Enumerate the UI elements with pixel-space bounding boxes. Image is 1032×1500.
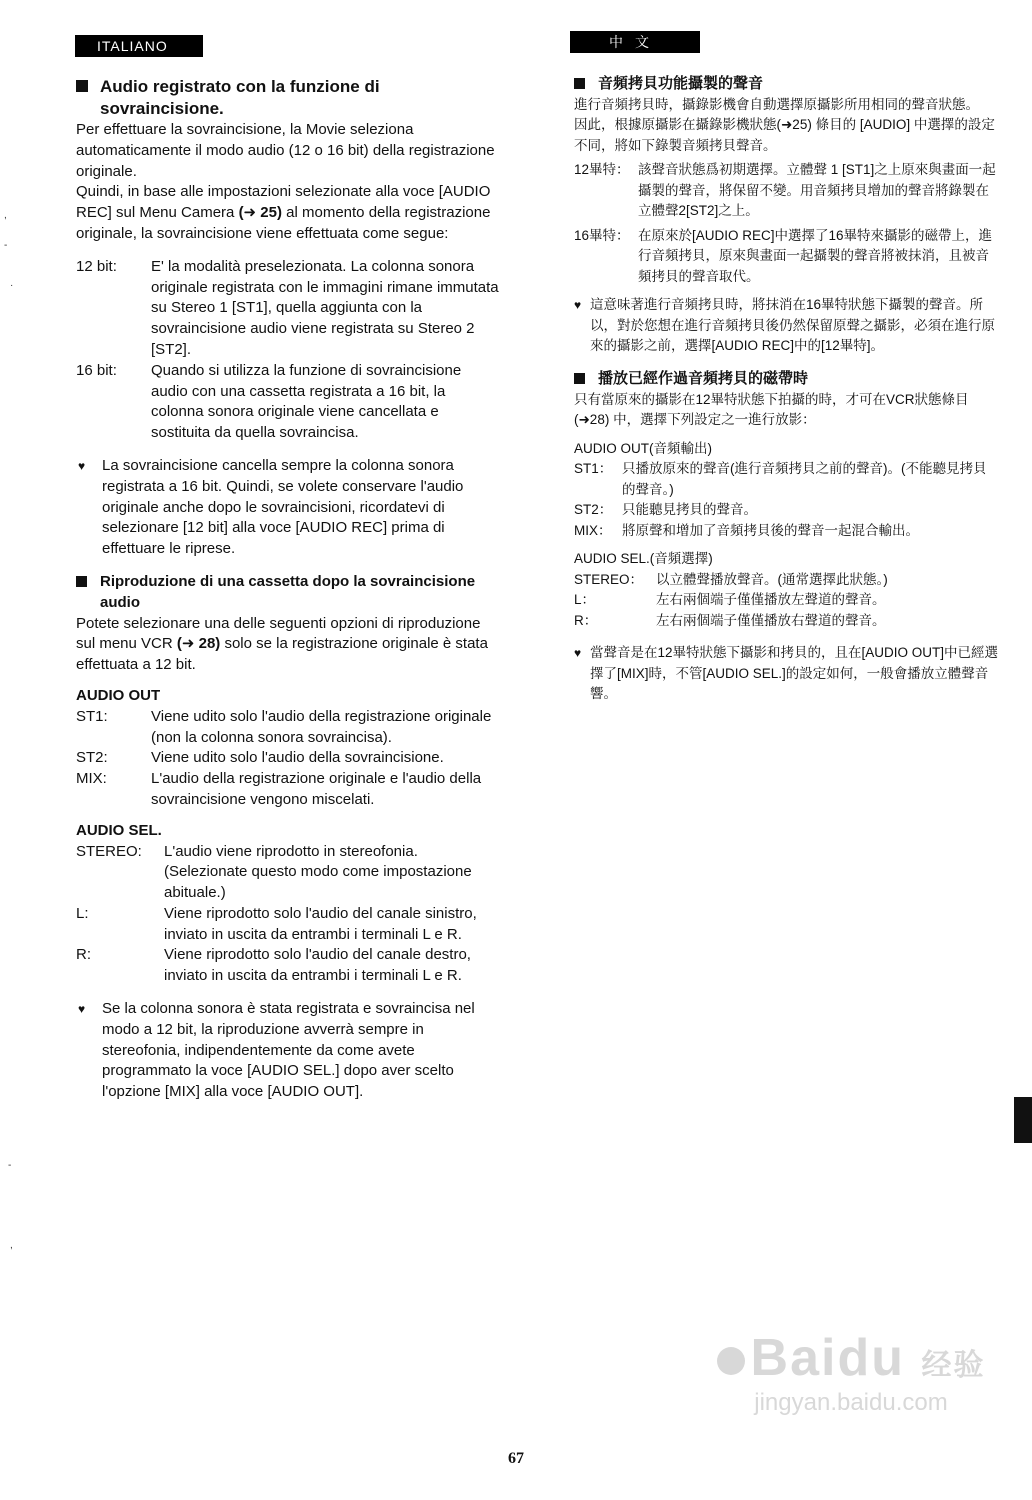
audio-out-item-cn: ST1： 只播放原來的聲音(進行音頻拷貝之前的聲音)。(不能聽見拷貝的聲音。) [574, 461, 987, 497]
square-bullet-icon [574, 78, 585, 89]
audio-sel-item: R: Viene riprodotto solo l'audio del canale destro, inviato in uscita da entrambi i terminali L e R. [76, 946, 471, 985]
page-number: 67 [508, 1450, 524, 1467]
note-cn: ♥ 這意味著進行音頻拷貝時，將抹消在16畢特狀態下攝製的聲音。所以，對於您想在進行音頻拷貝後仍然保留原聲之攝影，必須在進行原來的攝影之前，選擇[AUDIO REC]中的[12畢特]。 [574, 297, 995, 354]
scan-speck: · [10, 280, 14, 291]
intro-paragraph-cn: 只有當原來的攝影在12畢特狀態下拍攝的時，才可在VCR狀態條目(➜28) 中，選擇下列設定之一進行放影： [574, 391, 969, 428]
audio-out-item-cn: MIX： 將原聲和增加了音頻拷貝後的聲音一起混合輸出。 [574, 522, 919, 538]
bit-mode-item: 16 bit: Quando si utilizza la funzione di sovraincisione audio con una cassetta registrata a 16 bit, la colonna sonora originale viene cancellata e sostituita da quella sovraincisa. [76, 361, 462, 442]
audio-out-heading: AUDIO OUT [76, 686, 161, 704]
intro-paragraph: Potete selezionare una delle seguenti opzioni di riproduzione sul menu VCR (➜ 28) solo se la registrazione originale è stata effettuata a 12 bit. [76, 614, 488, 674]
intro-paragraph-cn: 進行音頻拷貝時，攝錄影機會自動選擇原攝影所用相同的聲音狀態。 [574, 96, 979, 112]
bit-mode-item: 12 bit: E' la modalità preselezionata. La colonna sonora originale registrata con le immagini rimane immutata su Stereo 1 [ST1], quella aggiunta con la sovraincisione audio viene registrata su Stereo 2 [ST2]. [76, 257, 499, 358]
heart-bullet-icon: ♥ [574, 298, 582, 313]
audio-sel-heading: AUDIO SEL. [76, 821, 162, 839]
audio-sel-heading-cn: AUDIO SEL.(音頻選擇) [574, 551, 713, 567]
audio-out-item: MIX: L'audio della registrazione originale e l'audio della sovraincisione vengono miscelati. [76, 770, 482, 808]
heart-bullet-icon: ♥ [574, 646, 582, 661]
heart-bullet-icon: ♥ [78, 458, 86, 473]
scan-speck: , [4, 210, 7, 221]
section-title-playback-cn: 播放已經作過音頻拷貝的磁帶時 [574, 369, 999, 390]
section-title-playback: Riproduzione di una cassetta dopo la sovraincisione audio [76, 572, 501, 614]
audio-sel-item-cn: L： 左右兩個端子僅僅播放左聲道的聲音。 [574, 592, 886, 608]
square-bullet-icon [76, 576, 87, 587]
thumb-index-mark [1014, 1097, 1032, 1143]
audio-out-item: ST2: Viene udito solo l'audio della sovraincisione. [76, 749, 444, 767]
note-cn: ♥ 當聲音是在12畢特狀態下攝影和拷貝的，且在[AUDIO OUT]中已經選擇了[MIX]時，不管[AUDIO SEL.]的設定如何，一般會播放立體聲音響。 [574, 645, 999, 702]
page-reference: (➜ 28) [176, 635, 221, 653]
note: ♥ La sovraincisione cancella sempre la colonna sonora registrata a 16 bit. Quindi, se volete conservare l'audio originale anche dopo le sovraincisioni, ricordatevi di selezionare [12 bit] alla voce [AUDIO REC] prima di effettuare le riprese. [78, 456, 464, 558]
watermark-url: jingyan.baidu.com [754, 1389, 948, 1416]
heart-bullet-icon: ♥ [78, 1002, 86, 1017]
intro-paragraph-2-cn: 因此，根據原攝影在攝錄影機狀態(➜25) 條目的 [AUDIO] 中選擇的設定不同，將如下錄製音頻拷貝聲音。 [574, 117, 995, 153]
intro-paragraph-2: Quindi, in base alle impostazioni selezionate alla voce [AUDIO REC] sul Menu Camera (➜ 25) al momento della registrazione originale, la sovraincisione viene effettuata come segue: [76, 183, 491, 242]
section-title-audio-dubbing-cn: 音頻拷貝功能攝製的聲音 [574, 74, 999, 95]
audio-out-item-cn: ST2： 只能聽見拷貝的聲音。 [574, 502, 757, 518]
audio-out-heading-cn: AUDIO OUT(音頻輸出) [574, 440, 712, 456]
audio-sel-item-cn: STEREO： 以立體聲播放聲音。(通常選擇此狀態。) [574, 571, 888, 587]
watermark [716, 1328, 986, 1468]
note: ♥ Se la colonna sonora è stata registrata e sovraincisa nel modo a 12 bit, la riproduzione avverrà sempre in stereofonia, indipendentemente da come avete programmato la voce [AUDIO SEL.] dopo aver scelto l'opzione [MIX] alla voce [AUDIO OUT]. [78, 1000, 475, 1101]
audio-sel-item: STEREO: L'audio viene riprodotto in stereofonia. (Selezionate questo modo come impostazione abituale.) [76, 842, 472, 902]
italian-column [76, 76, 501, 1103]
language-tab-chinese: 中文 [570, 31, 700, 53]
section-title-audio-dubbing: Audio registrato con la funzione di sovraincisione. [76, 76, 501, 120]
audio-sel-item: L: Viene riprodotto solo l'audio del canale sinistro, inviato in uscita da entrambi i terminali L e R. [76, 904, 477, 943]
watermark-logo: Baidu 经验 [716, 1328, 986, 1388]
scan-speck: , [10, 1240, 13, 1251]
page-reference: (➜ 25) [238, 204, 282, 222]
audio-sel-item-cn: R： 左右兩個端子僅僅播放右聲道的聲音。 [574, 612, 886, 628]
scan-speck: - [8, 1160, 12, 1171]
chinese-column [574, 74, 999, 705]
scan-speck: - [4, 240, 8, 251]
language-tab-italian: ITALIANO [75, 35, 203, 57]
paw-icon [717, 1347, 745, 1375]
bit-mode-item-cn: 12畢特： 該聲音狀態爲初期選擇。立體聲 1 [ST1]之上原來與畫面一起攝製的聲音，將保留不變。用音頻拷貝增加的聲音將錄製在立體聲2[ST2]之上。 [574, 162, 996, 219]
bit-mode-item-cn: 16畢特： 在原來於[AUDIO REC]中選擇了16畢特來攝影的磁帶上，進行音頻拷貝，原來與畫面一起攝製的聲音將被抹消，且被音頻拷貝的聲音取代。 [574, 227, 993, 284]
square-bullet-icon [574, 373, 585, 384]
intro-paragraph: Per effettuare la sovraincisione, la Movie seleziona automaticamente il modo audio (12 o 16 bit) della registrazione originale. [76, 121, 495, 180]
square-bullet-icon [76, 80, 88, 92]
audio-out-item: ST1: Viene udito solo l'audio della registrazione originale (non la colonna sonora sovraincisa). [76, 707, 492, 746]
